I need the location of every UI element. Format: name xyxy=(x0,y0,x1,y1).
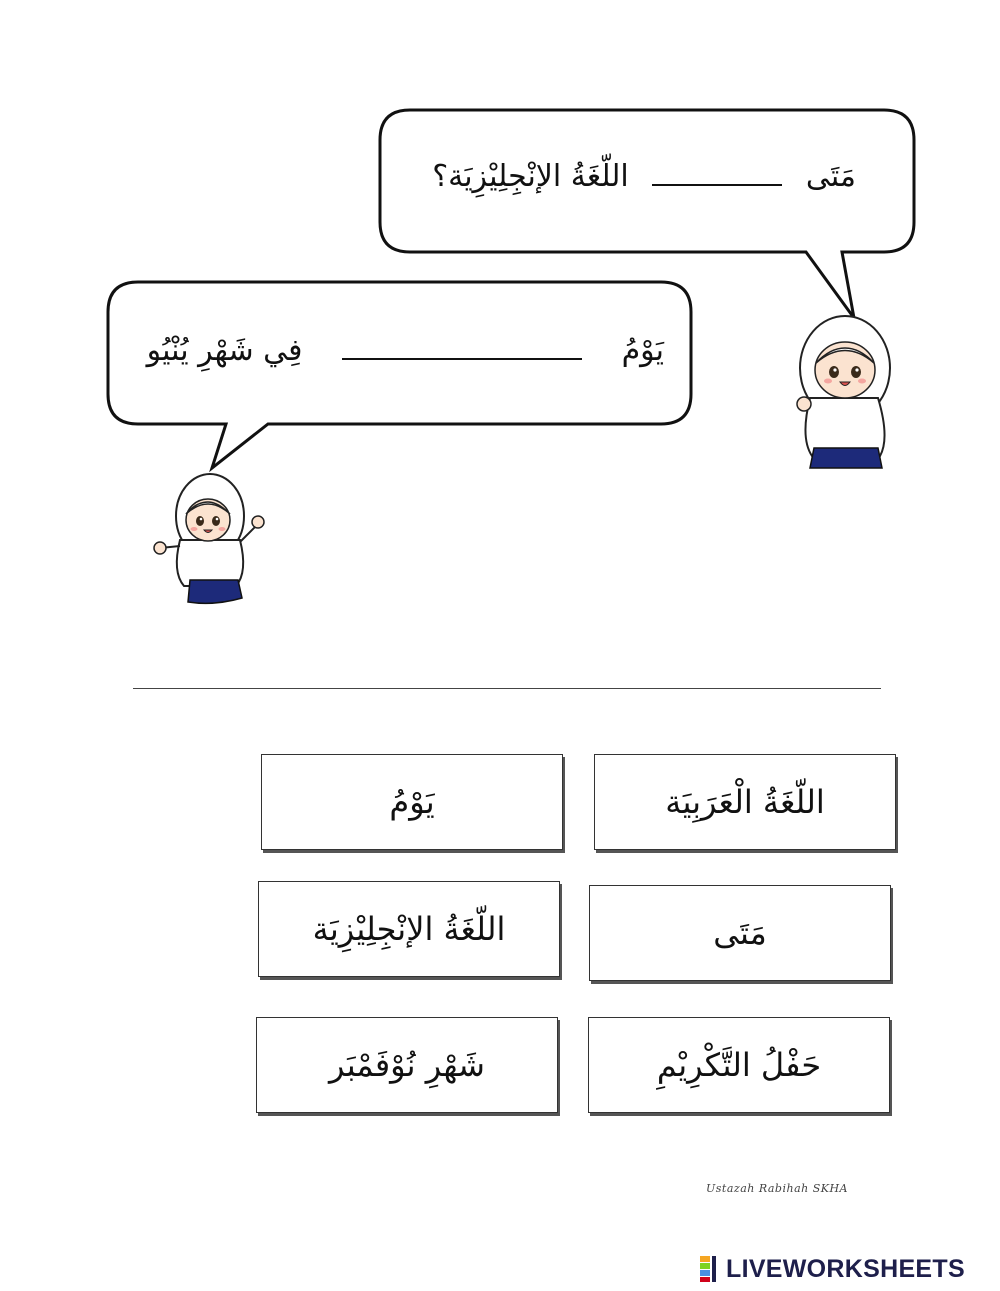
answer-text xyxy=(146,333,664,368)
section-divider xyxy=(133,688,881,689)
brand-name: LIVEWORKSHEETS xyxy=(726,1254,965,1283)
question-word-before: مَتَى xyxy=(805,159,856,194)
word-card-label: اللّغَةُ الْعَرَبِيَة xyxy=(665,783,825,821)
word-card[interactable] xyxy=(589,885,891,981)
word-card-label: شَهْرِ نُوْفَمْبَر xyxy=(329,1046,485,1084)
word-card[interactable] xyxy=(588,1017,890,1113)
question-text xyxy=(432,159,856,194)
word-card-label: حَفْلُ التَّكْرِيْمِ xyxy=(656,1046,822,1084)
liveworksheets-brand[interactable] xyxy=(700,1254,965,1284)
girl-left-illustration xyxy=(150,468,270,608)
answer-word-after: فِي شَهْرِ يُنْيُو xyxy=(146,333,303,368)
question-word-after: اللّغَةُ الإنْجِلِيْزِيَة؟ xyxy=(432,159,629,194)
word-card[interactable] xyxy=(594,754,896,850)
girl-right-illustration xyxy=(790,308,900,473)
answer-word-before: يَوْمُ xyxy=(621,333,664,368)
liveworksheets-logo-icon xyxy=(700,1256,722,1282)
author-signature: Ustazah Rabihah SKHA xyxy=(706,1182,848,1195)
word-card[interactable] xyxy=(258,881,560,977)
word-card-label: يَوْمُ xyxy=(389,783,435,821)
word-card[interactable] xyxy=(256,1017,558,1113)
word-card-label: مَتَى xyxy=(713,914,767,952)
answer-blank[interactable] xyxy=(342,357,582,360)
word-card[interactable] xyxy=(261,754,563,850)
word-card-label: اللّغَةُ الإنْجِلِيْزِيَة xyxy=(312,910,506,948)
answer-bubble xyxy=(108,282,691,468)
question-blank[interactable] xyxy=(652,183,782,186)
